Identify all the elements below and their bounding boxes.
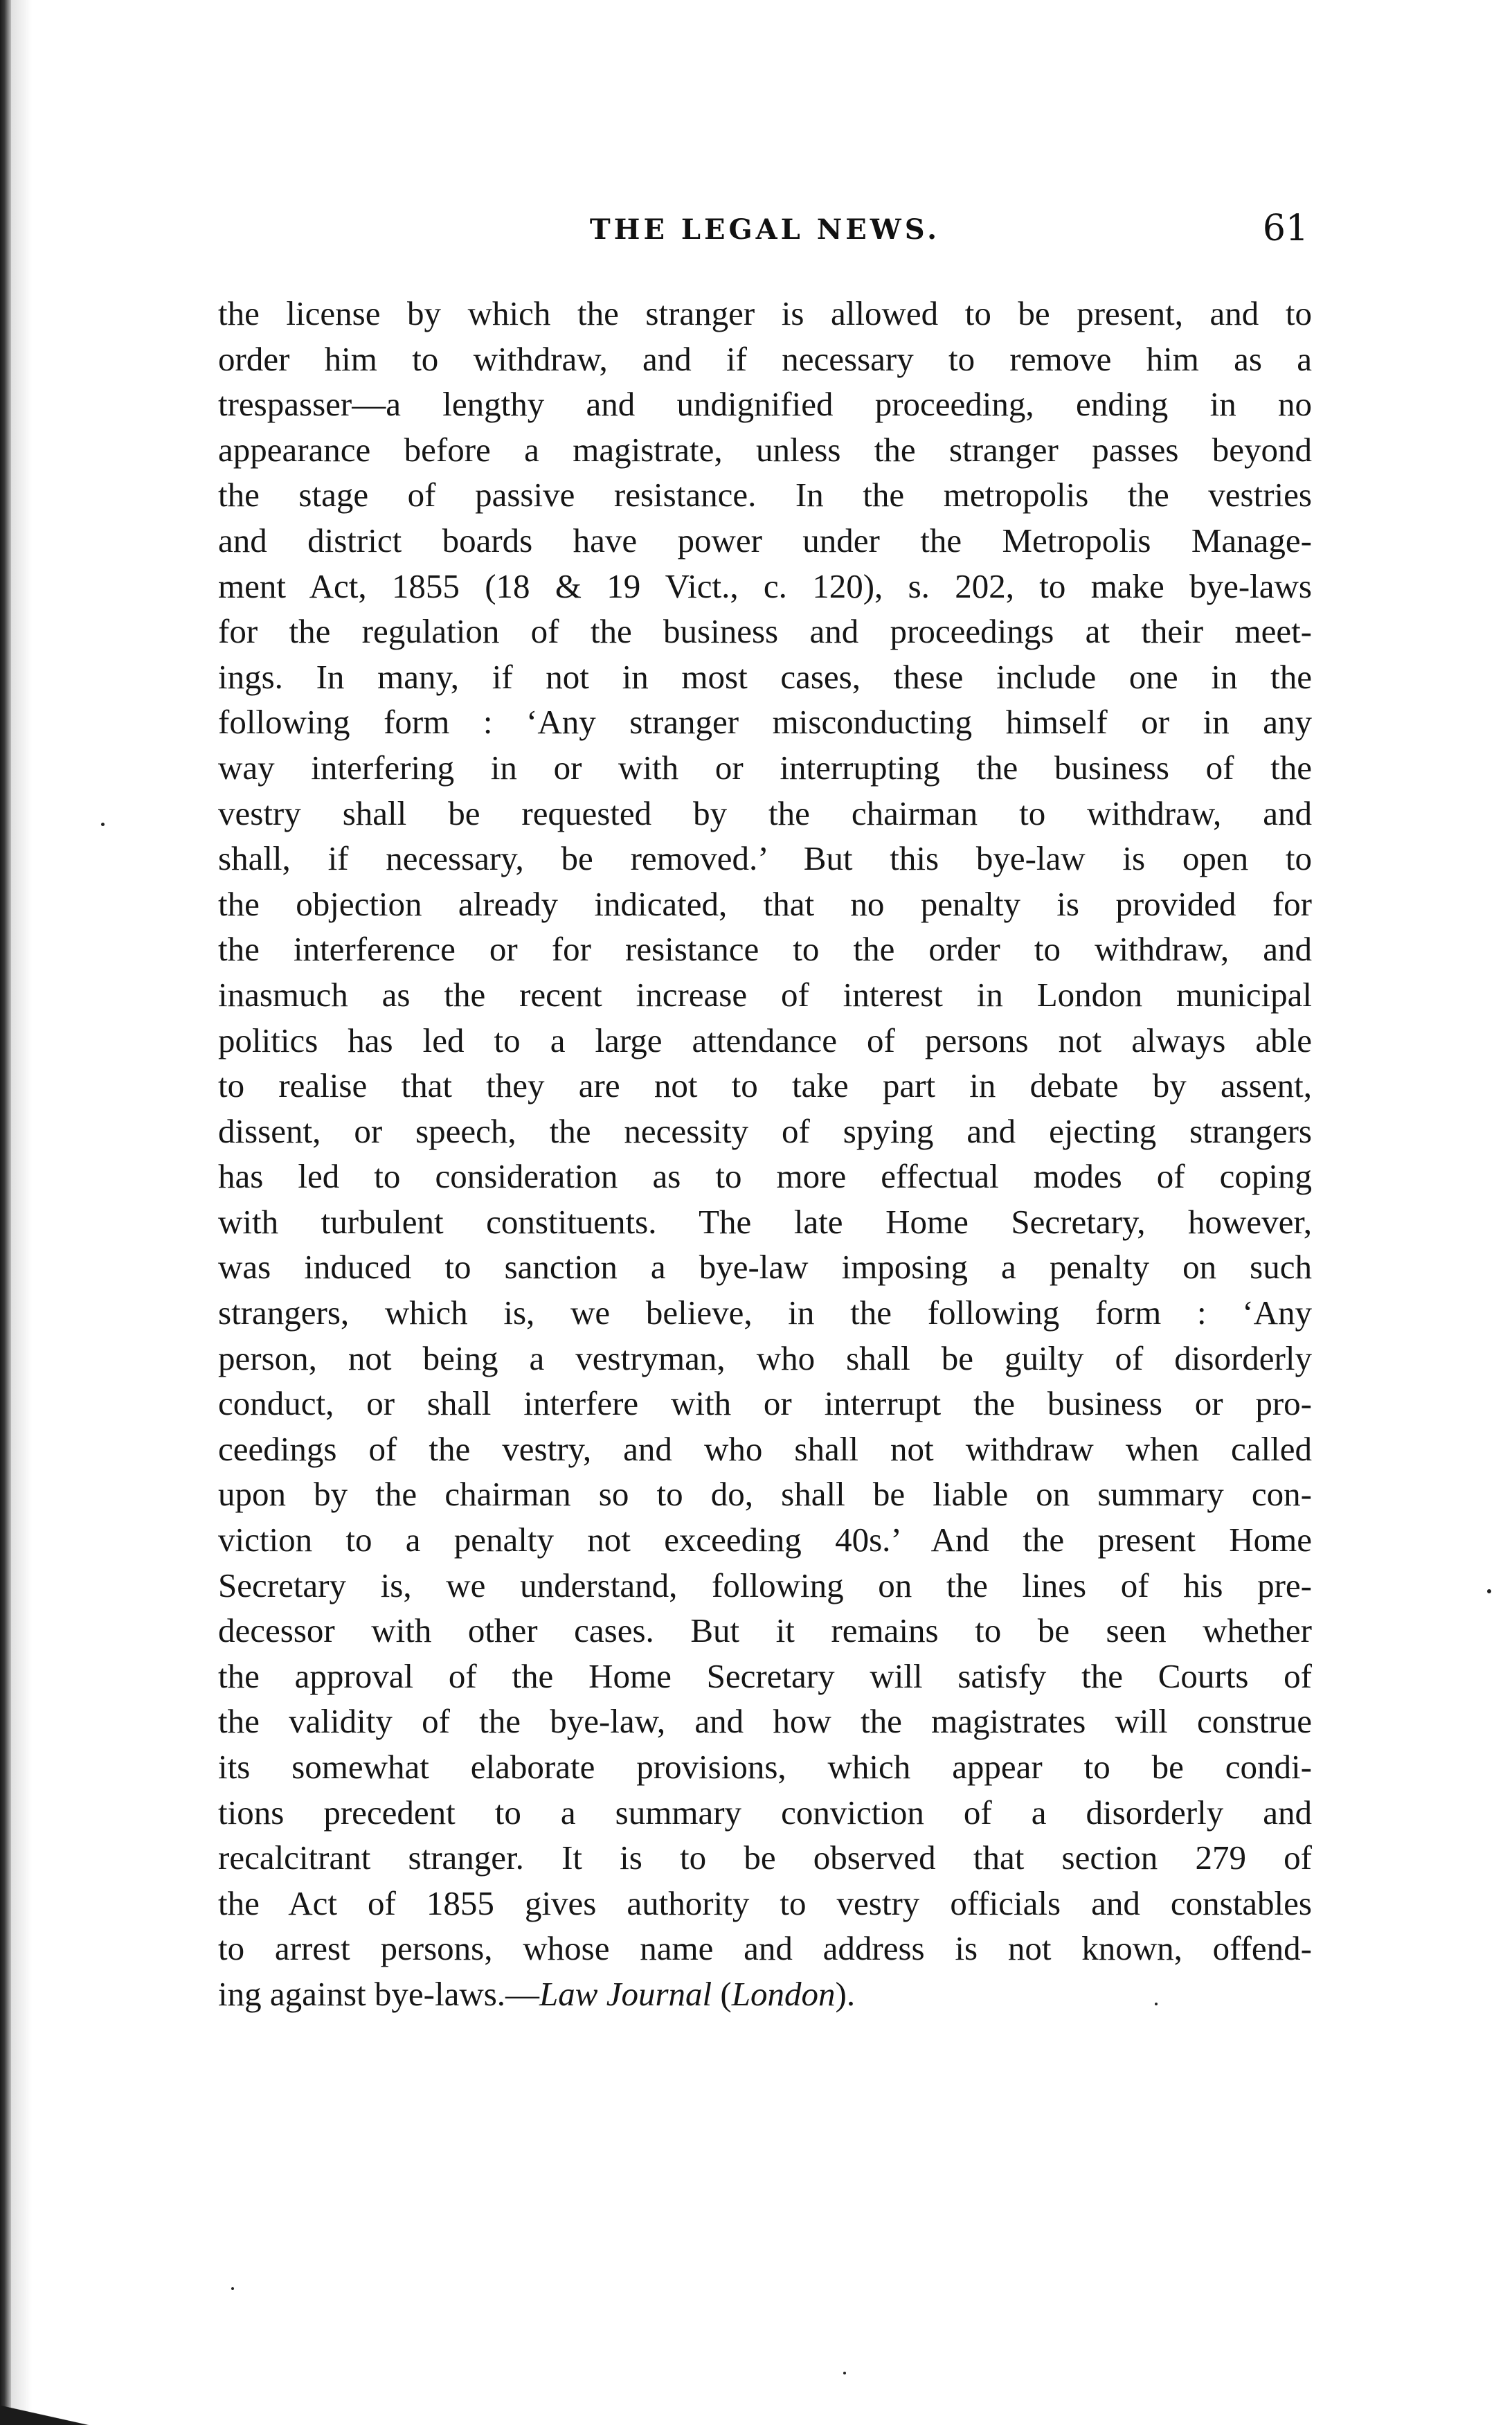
scan-speck: [843, 2372, 846, 2374]
text-line: inasmuch as the recent increase of interest in London municipal: [218, 975, 1312, 1014]
scan-speck: [231, 2287, 234, 2290]
binding-shadow: [11, 0, 32, 2425]
text-line: politics has led to a large attendance of persons not always able: [218, 1021, 1312, 1059]
text-line: upon by the chairman so to do, shall be liable on summary con-: [218, 1475, 1312, 1514]
text-line: the validity of the bye-law, and how the magistrates will construe: [218, 1702, 1312, 1741]
text-line: and district boards have power under the Metropolis Manage-: [218, 521, 1312, 560]
text-line: trespasser—a lengthy and undignified proceeding, ending in no: [218, 385, 1312, 424]
text-line: way interfering in or with or interrupting the business of the: [218, 748, 1312, 787]
text-line: its somewhat elaborate provisions, which appear to be condi-: [218, 1748, 1312, 1786]
running-header: [222, 208, 1308, 263]
text-line: the Act of 1855 gives authority to vestry officials and constables: [218, 1883, 1312, 1922]
final-line-text: ing against bye-laws.—: [218, 1974, 540, 2013]
text-line: dissent, or speech, the necessity of spying and ejecting strangers: [218, 1111, 1312, 1150]
page-number: 61: [1262, 208, 1308, 249]
text-line: decessor with other cases. But it remains to be seen whether: [218, 1611, 1312, 1650]
scan-speck: [1155, 2003, 1158, 2005]
article-text: [218, 291, 1312, 2017]
text-line: the interference or for resistance to the order to withdraw, and: [218, 930, 1312, 969]
text-line: the approval of the Home Secretary will satisfy the Courts of: [218, 1656, 1312, 1695]
scan-edge-shadow: [0, 2397, 125, 2425]
text-line: to realise that they are not to take part in debate by assent,: [218, 1066, 1312, 1105]
scan-speck: [101, 823, 105, 826]
text-line: the stage of passive resistance. In the metropolis the vestries: [218, 476, 1312, 514]
text-line: to arrest persons, whose name and address is not known, offend-: [218, 1929, 1312, 1968]
text-line: Secretary is, we understand, following on the lines of his pre-: [218, 1566, 1312, 1604]
text-line: shall, if necessary, be removed.’ But this bye-law is open to: [218, 839, 1312, 878]
text-line: viction to a penalty not exceeding 40s.’ And the present Home: [218, 1521, 1312, 1559]
source-paren-open: (: [712, 1974, 732, 2013]
text-line: was induced to sanction a bye-law imposing a penalty on such: [218, 1248, 1312, 1287]
text-line: ings. In many, if not in most cases, these include one in the: [218, 657, 1312, 696]
text-line: conduct, or shall interfere with or interrupt the business or pro-: [218, 1384, 1312, 1423]
binding-edge: [0, 0, 11, 2425]
running-title: THE LEGAL NEWS.: [589, 213, 941, 246]
text-line: tions precedent to a summary conviction of a disorderly and: [218, 1793, 1312, 1832]
source-city: London: [731, 1974, 836, 2013]
text-line: recalcitrant stranger. It is to be observed that section 279 of: [218, 1838, 1312, 1877]
text-line: strangers, which is, we believe, in the following form : ‘Any: [218, 1294, 1312, 1332]
text-line: person, not being a vestryman, who shall be guilty of disorderly: [218, 1339, 1312, 1377]
text-line: with turbulent constituents. The late Home Secretary, however,: [218, 1202, 1312, 1241]
text-line: ment Act, 1855 (18 & 19 Vict., c. 120), s. 202, to make bye-laws: [218, 566, 1312, 605]
text-line: the license by which the stranger is allowed to be present, and to: [218, 294, 1312, 332]
text-line: appearance before a magistrate, unless the stranger passes beyond: [218, 430, 1312, 469]
scan-speck: [1487, 1589, 1491, 1593]
text-line: for the regulation of the business and proceedings at their meet-: [218, 612, 1312, 651]
text-line: ceedings of the vestry, and who shall not withdraw when called: [218, 1429, 1312, 1468]
text-line: following form : ‘Any stranger misconducting himself or in any: [218, 703, 1312, 742]
text-line: the objection already indicated, that no penalty is provided for: [218, 884, 1312, 923]
source-journal: Law Journal: [539, 1974, 712, 2013]
text-line: vestry shall be requested by the chairman to withdraw, and: [218, 794, 1312, 832]
text-line: order him to withdraw, and if necessary to remove him as a: [218, 339, 1312, 378]
text-line: has led to consideration as to more effectual modes of coping: [218, 1157, 1312, 1196]
source-paren-close: ).: [835, 1974, 856, 2013]
source-citation-line: [218, 1971, 1312, 2017]
